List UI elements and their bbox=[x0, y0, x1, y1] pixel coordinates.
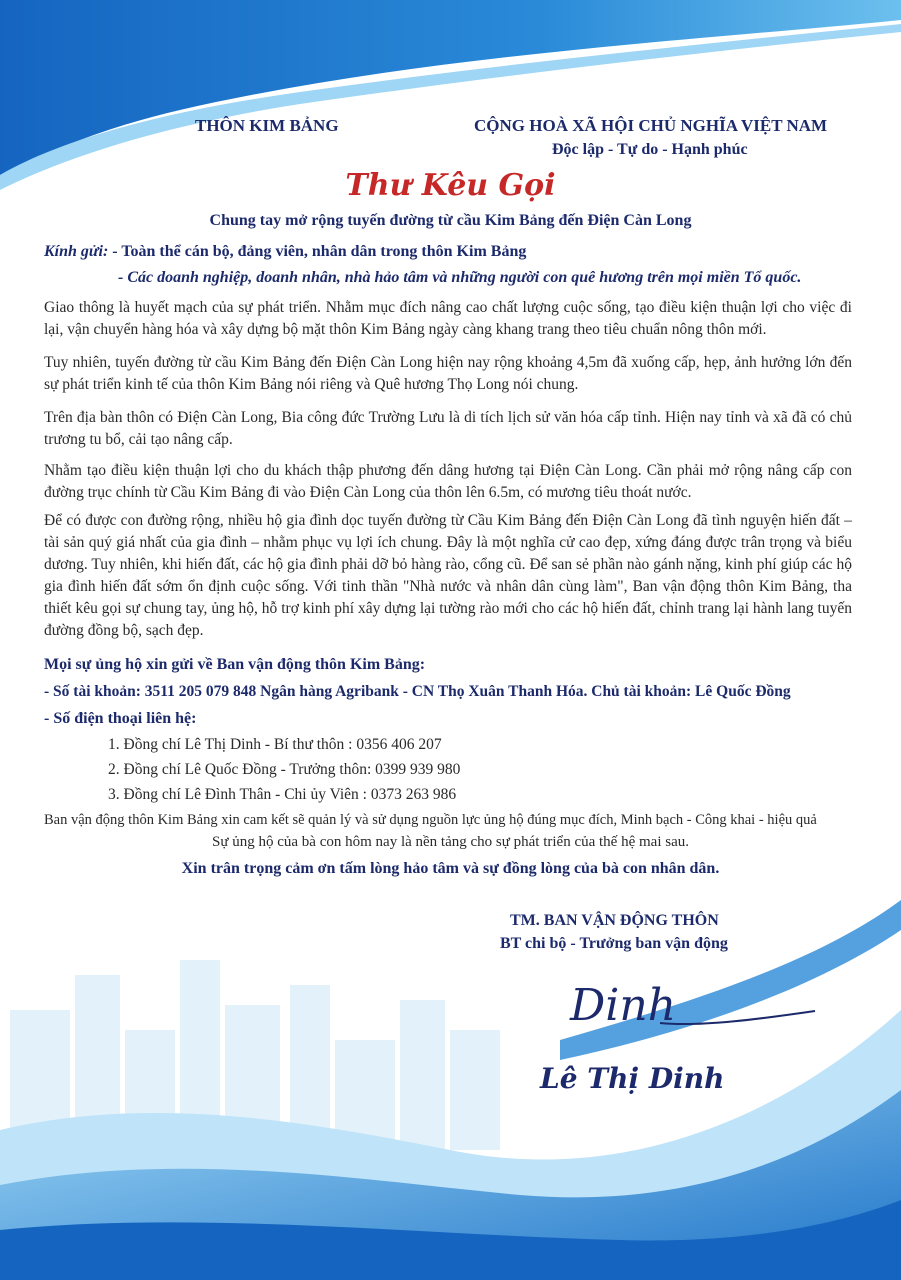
contact-3: 3. Đồng chí Lê Đình Thân - Chi ủy Viên : 0373 263 986 bbox=[108, 786, 457, 803]
organization-name: THÔN KIM BẢNG bbox=[195, 116, 339, 135]
paragraph-5: Để có được con đường rộng, nhiều hộ gia đình dọc tuyến đường từ Cầu Kim Bảng đến Điện Càn Long đã tình nguyện hiến đất – tài sản quý giá nhất của gia đình – nhằm phục vụ lợi ích chung. Đây là một nghĩa cử cao đẹp, xứng đáng được trân trọng và biểu dương. Tuy nhiên, khi hiến đất, các hộ gia đình phải dỡ bỏ hàng rào, cổng cũ. Để san sẻ phần nào gánh nặng, kinh phí giúp các hộ gia đình hiến đất sớm ổn định cuộc sống. Với tinh thần "Nhà nước và nhân dân cùng làm", Ban vận động thôn Kim Bảng, tha thiết kêu gọi sự chung tay, ủng hộ, hỗ trợ kinh phí xây dựng lại tường rào mới cho các hộ hiến đất, chỉnh trang lại hành lang tuyến đường đồng bộ, sạch đẹp. bbox=[44, 512, 852, 639]
paragraph-2: Tuy nhiên, tuyến đường từ cầu Kim Bảng đến Điện Càn Long hiện nay rộng khoảng 4,5m đã xuống cấp, hẹp, ảnh hưởng lớn đến sự phát triển kinh tế của thôn Kim Bảng nói riêng và Quê hương Thọ Long nói chung. bbox=[44, 354, 852, 393]
support-heading: Mọi sự ủng hộ xin gửi về Ban vận động thôn Kim Bảng: bbox=[44, 656, 426, 673]
bank-account: - Số tài khoản: 3511 205 079 848 Ngân hàng Agribank - CN Thọ Xuân Thanh Hóa. Chủ tài khoản: Lê Quốc Đồng bbox=[44, 683, 791, 700]
greeting-recipients-2: - Các doanh nghiệp, doanh nhân, nhà hảo tâm và những người con quê hương trên mọi miền Tổ quốc. bbox=[118, 269, 802, 286]
country-name: CỘNG HOÀ XÃ HỘI CHỦ NGHĨA VIỆT NAM bbox=[474, 116, 828, 135]
signature-title: TM. BAN VẬN ĐỘNG THÔN bbox=[510, 912, 719, 929]
national-motto: Độc lập - Tự do - Hạnh phúc bbox=[552, 141, 748, 158]
signer-name: Lê Thị Dinh bbox=[540, 1062, 725, 1095]
foundation-note: Sự ủng hộ của bà con hôm nay là nền tảng cho sự phát triển của thế hệ mai sau. bbox=[212, 834, 689, 850]
phone-heading: - Số điện thoại liên hệ: bbox=[44, 710, 197, 727]
handwritten-signature: Dinh bbox=[570, 980, 677, 1031]
thanks-line: Xin trân trọng cảm ơn tấm lòng hảo tâm và sự đồng lòng của bà con nhân dân. bbox=[181, 860, 720, 877]
paragraph-3: Trên địa bàn thôn có Điện Càn Long, Bia công đức Trường Lưu là di tích lịch sử văn hóa cấp tỉnh. Hiện nay tỉnh và xã đã có chủ trương tu bổ, cải tạo nâng cấp. bbox=[44, 409, 852, 448]
letter-title: Thư Kêu Gọi bbox=[345, 168, 556, 203]
greeting-label: Kính gửi: bbox=[44, 243, 109, 260]
signature-stroke bbox=[660, 1005, 820, 1035]
paragraph-1: Giao thông là huyết mạch của sự phát triển. Nhằm mục đích nâng cao chất lượng cuộc sống, tạo điều kiện thuận lợi cho việc đi lại, vận chuyển hàng hóa và xây dựng bộ mặt thôn Kim Bảng ngày càng khang trang theo tiêu chuẩn nông thôn mới. bbox=[44, 299, 852, 338]
greeting-recipients-1: - Toàn thể cán bộ, đảng viên, nhân dân trong thôn Kim Bảng bbox=[112, 243, 527, 260]
contact-1: 1. Đồng chí Lê Thị Dinh - Bí thư thôn : 0356 406 207 bbox=[108, 736, 442, 753]
signature-role: BT chi bộ - Trưởng ban vận động bbox=[500, 935, 728, 952]
greeting-line-1 bbox=[44, 243, 526, 261]
letter-subtitle: Chung tay mở rộng tuyến đường từ cầu Kim Bảng đến Điện Càn Long bbox=[209, 212, 692, 229]
paragraph-4: Nhằm tạo điều kiện thuận lợi cho du khách thập phương đến dâng hương tại Điện Càn Long. Cần phải mở rộng nâng cấp con đường trục chính từ Cầu Kim Bảng đi vào Điện Càn Long của thôn lên 6.5m, có mương tiêu thoát nước. bbox=[44, 462, 852, 501]
commitment-note: Ban vận động thôn Kim Bảng xin cam kết sẽ quản lý và sử dụng nguồn lực ủng hộ đúng mục đích, Minh bạch - Công khai - hiệu quả bbox=[44, 812, 817, 828]
contact-2: 2. Đồng chí Lê Quốc Đồng - Trưởng thôn: 0399 939 980 bbox=[108, 761, 461, 778]
